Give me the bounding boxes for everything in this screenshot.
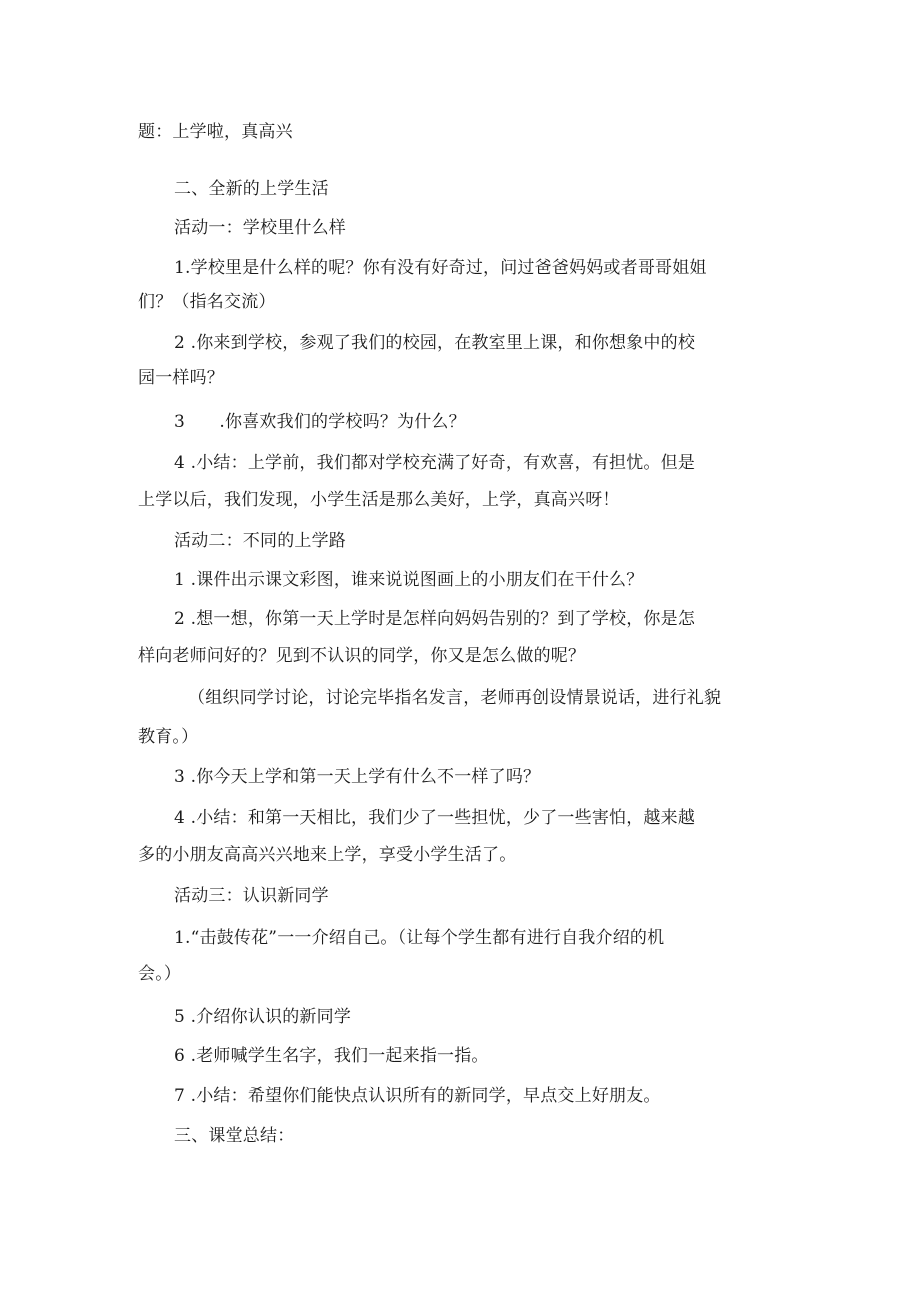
paragraph-line: 4 .小结：和第一天相比，我们少了一些担忧，少了一些害怕，越来越 <box>174 808 696 828</box>
section-heading: 二、全新的上学生活 <box>174 179 329 199</box>
paragraph-line: 5 .介绍你认识的新同学 <box>174 1007 352 1027</box>
paragraph-line: 2 .想一想，你第一天上学时是怎样向妈妈告别的？到了学校，你是怎 <box>174 609 696 629</box>
paragraph-line: 3 .你喜欢我们的学校吗？为什么？ <box>174 412 466 432</box>
section-heading: 三、课堂总结： <box>174 1126 295 1146</box>
paragraph-line: 会。） <box>138 964 182 984</box>
activity-heading: 活动二：不同的上学路 <box>174 531 346 551</box>
paragraph-line: 1.“击鼓传花”一一介绍自己。（让每个学生都有进行自我介绍的机 <box>174 928 665 948</box>
paragraph-line: 6 .老师喊学生名字，我们一起来指一指。 <box>174 1046 489 1066</box>
paragraph-line: 教育。） <box>138 727 199 747</box>
activity-heading: 活动三：认识新同学 <box>174 886 329 906</box>
paragraph-line: 上学以后，我们发现，小学生活是那么美好，上学，真高兴呀！ <box>138 490 620 510</box>
paragraph-line: 2 .你来到学校，参观了我们的校园，在教室里上课，和你想象中的校 <box>174 333 696 353</box>
activity-heading: 活动一：学校里什么样 <box>174 218 346 238</box>
paragraph-line: 们？（指名交流） <box>138 292 276 312</box>
paragraph-line: 4 .小结：上学前，我们都对学校充满了好奇，有欢喜，有担忧。但是 <box>174 453 696 473</box>
paragraph-line: 1.学校里是什么样的呢？你有没有好奇过，问过爸爸妈妈或者哥哥姐姐 <box>174 258 707 278</box>
paragraph-line: 多的小朋友高高兴兴地来上学，享受小学生活了。 <box>138 845 517 865</box>
paragraph-line: 3 .你今天上学和第一天上学有什么不一样了吗？ <box>174 767 541 787</box>
paragraph-line: 园一样吗？ <box>138 368 224 388</box>
paragraph-line: 题：上学啦，真高兴 <box>138 122 293 142</box>
paragraph-line: 7 .小结：希望你们能快点认识所有的新同学，早点交上好朋友。 <box>174 1086 661 1106</box>
paragraph-line: 样向老师问好的？见到不认识的同学，你又是怎么做的呢？ <box>138 646 586 666</box>
paragraph-line: 1 .课件出示课文彩图，谁来说说图画上的小朋友们在干什么？ <box>174 570 644 590</box>
paragraph-line: （组织同学讨论，讨论完毕指名发言，老师再创设情景说话，进行礼貌 <box>188 688 722 708</box>
